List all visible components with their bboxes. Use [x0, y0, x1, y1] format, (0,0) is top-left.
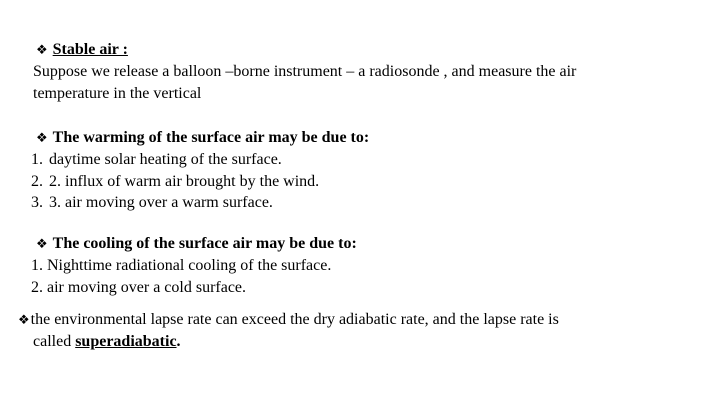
- lapse-text: the environmental lapse rate can exceed the dry adiabatic rate, and the lapse rate is: [30, 311, 559, 328]
- warming-heading: The warming of the surface air may be due to:: [52, 129, 370, 146]
- warming-item-number: 1.: [31, 151, 43, 168]
- lapse-text-prefix: called: [33, 333, 76, 350]
- cooling-item: 2. air moving over a cold surface.: [31, 279, 247, 296]
- warming-item-number: 3.: [31, 194, 43, 211]
- stable-air-text-line2: temperature in the vertical: [33, 85, 202, 102]
- warming-item-text: 3. air moving over a warm surface.: [49, 194, 273, 211]
- lapse-period: .: [176, 333, 181, 350]
- lapse-text-line2: [33, 332, 181, 352]
- warming-item: [31, 193, 273, 213]
- diamond-bullet-icon: ❖: [36, 42, 48, 57]
- warming-item-number: 2.: [31, 173, 43, 190]
- warming-item-text: daytime solar heating of the surface.: [49, 151, 282, 168]
- stable-air-text-line1: Suppose we release a balloon –borne instrument – a radiosonde , and measure the air: [33, 63, 577, 80]
- stable-air-heading-line: [36, 40, 128, 60]
- warming-item: [31, 150, 282, 170]
- cooling-item: 1. Nighttime radiational cooling of the surface.: [31, 257, 332, 274]
- superadiabatic-term: superadiabatic: [75, 333, 177, 350]
- diamond-bullet-icon: ❖: [18, 312, 30, 327]
- warming-item-text: 2. influx of warm air brought by the wind.: [49, 173, 320, 190]
- stable-air-heading: Stable air :: [52, 41, 128, 58]
- diamond-bullet-icon: ❖: [36, 130, 48, 145]
- warming-item: [31, 172, 319, 192]
- diamond-bullet-icon: ❖: [36, 236, 48, 251]
- cooling-heading: The cooling of the surface air may be due to:: [52, 235, 357, 252]
- warming-heading-line: [36, 128, 369, 148]
- cooling-heading-line: [36, 234, 357, 254]
- lapse-text-line1: [18, 310, 559, 330]
